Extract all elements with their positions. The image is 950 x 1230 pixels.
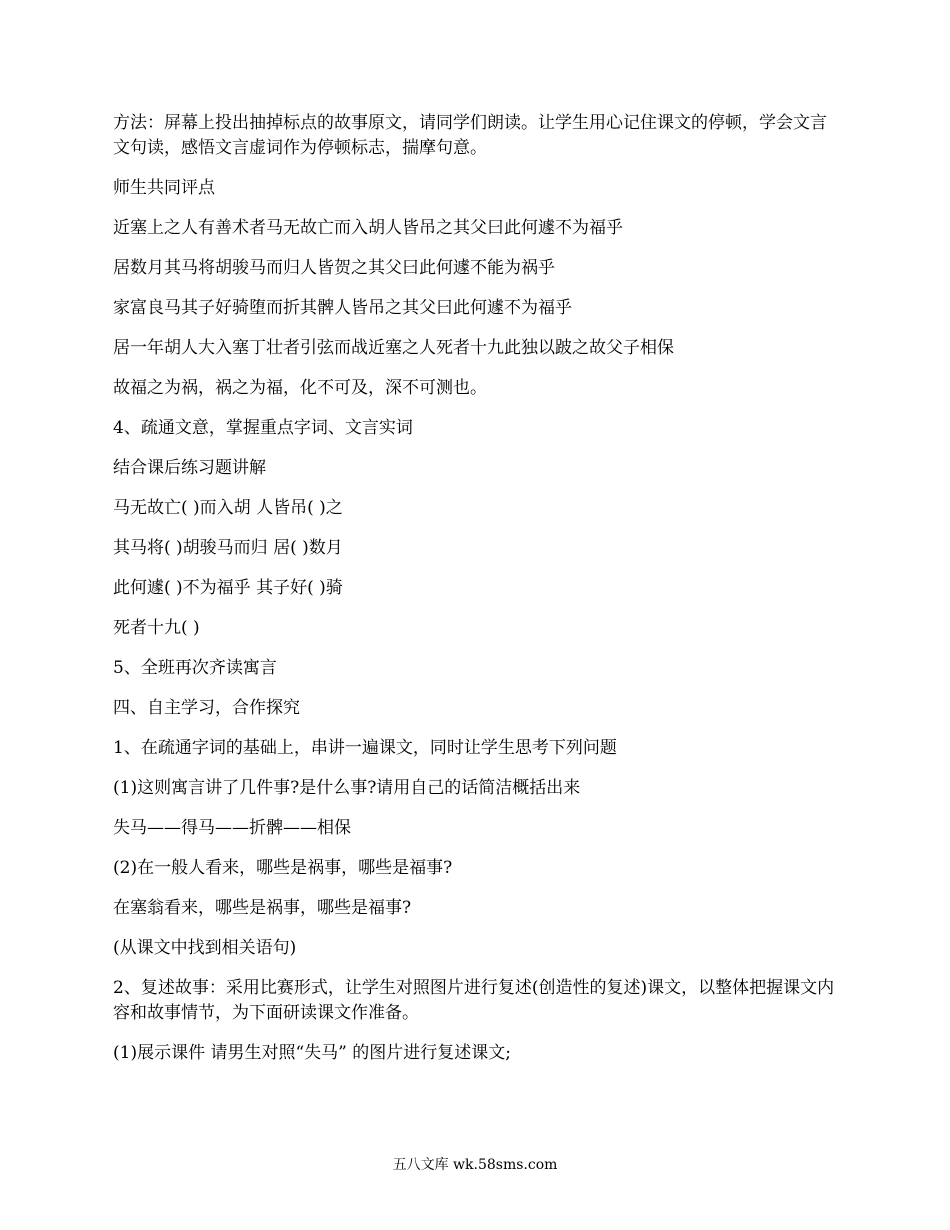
paragraph-step-2-1: (1)展示课件 请男生对照“失马” 的图片进行复述课文;: [113, 1043, 511, 1063]
paragraph-unpunctuated-4: 居一年胡人大入塞丁壮者引弦而战近塞之人死者十九此独以跛之故父子相保: [113, 338, 674, 358]
paragraph-comment: 师生共同评点: [113, 178, 215, 198]
paragraph-unpunctuated-3: 家富良马其子好骑堕而折其髀人皆吊之其父曰此何遽不为福乎: [113, 298, 572, 318]
question-2: (2)在一般人看来，哪些是祸事，哪些是福事?: [113, 858, 453, 878]
paragraph-step-1: 1、在疏通字词的基础上，串讲一遍课文，同时让学生思考下列问题: [113, 738, 617, 758]
exercise-line-4: 死者十九( ): [113, 618, 200, 638]
question-2-followup: 在塞翁看来，哪些是祸事，哪些是福事?: [113, 898, 412, 918]
page-footer: 五八文库 wk.58sms.com: [392, 1157, 558, 1173]
answer-1: 失马——得马——折髀——相保: [113, 818, 351, 838]
section-heading-5: 5、全班再次齐读寓言: [113, 658, 277, 678]
paragraph-unpunctuated-2: 居数月其马将胡骏马而归人皆贺之其父曰此何遽不能为祸乎: [113, 258, 555, 278]
exercise-line-3: 此何遽( )不为福乎 其子好( )骑: [113, 578, 343, 598]
paragraph-conclusion: 故福之为祸，祸之为福，化不可及，深不可测也。: [113, 378, 487, 398]
paragraph-exercise-intro: 结合课后练习题讲解: [113, 458, 266, 478]
exercise-line-2: 其马将( )胡骏马而归 居( )数月: [113, 538, 343, 558]
paragraph-unpunctuated-1: 近塞上之人有善术者马无故亡而入胡人皆吊之其父曰此何遽不为福乎: [113, 218, 623, 238]
question-2-note: (从课文中找到相关语句): [113, 938, 297, 958]
paragraph-method: 方法：屏幕上投出抽掉标点的故事原文，请同学们朗读。让学生用心记住课文的停顿，学会文言文句读，感悟文言虚词作为停顿标志，揣摩句意。: [113, 113, 827, 158]
section-heading-4: 4、疏通文意，掌握重点字词、文言实词: [113, 418, 413, 438]
document-body: [113, 111, 840, 1081]
exercise-line-1: 马无故亡( )而入胡 人皆吊( )之: [113, 498, 343, 518]
section-heading-four: 四、自主学习，合作探究: [113, 698, 300, 718]
paragraph-step-2: 2、复述故事：采用比赛形式，让学生对照图片进行复述(创造性的复述)课文，以整体把握课文内容和故事情节，为下面研读课文作准备。: [113, 978, 835, 1023]
question-1: (1)这则寓言讲了几件事?是什么事?请用自己的话简洁概括出来: [113, 778, 581, 798]
